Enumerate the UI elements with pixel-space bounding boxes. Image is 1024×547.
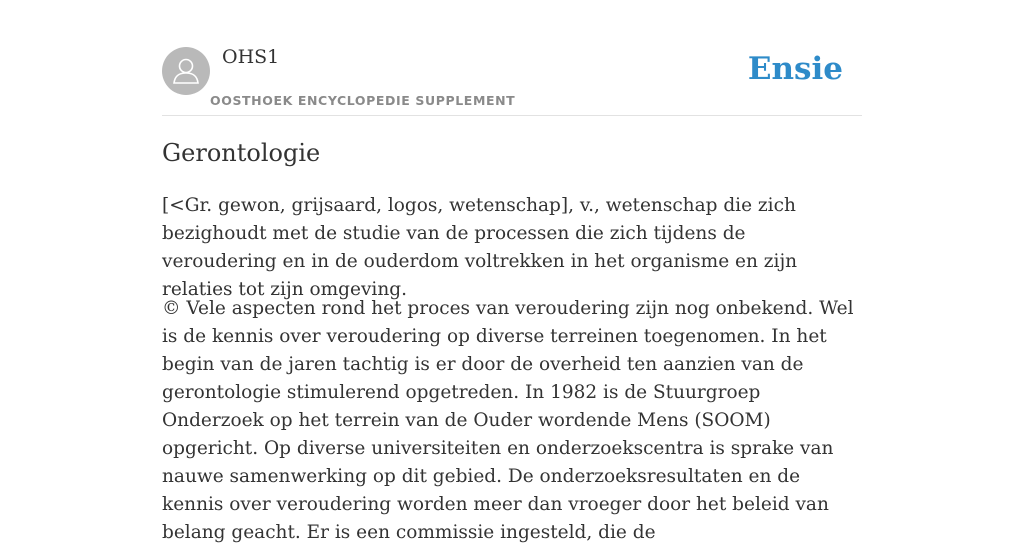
user-avatar-icon[interactable] (162, 47, 210, 95)
ensie-logo[interactable]: Ensie (747, 51, 843, 87)
source-label[interactable]: OOSTHOEK ENCYCLOPEDIE SUPPLEMENT (210, 93, 516, 108)
page-content (162, 0, 862, 543)
author-name[interactable]: OHS1 (222, 46, 280, 68)
article-paragraph: © Vele aspecten rond het proces van veroudering zijn nog onbekend. Wel is de kennis over veroudering op diverse terreinen toegenomen. In het begin van de jaren tachtig is er door de overheid ten aanzien van de gerontologie stimulerend opgetreden. In 1982 is de Stuurgroep Onderzoek op het terrein van de Ouder wordende Mens (SOOM) opgericht. Op diverse universiteiten en onderzoekscentra is sprake van nauwe samenwerking op dit gebied. De onderzoeksresultaten en de kennis over veroudering worden meer dan vroeger door het beleid van belang geacht. Er is een commissie ingesteld, die de (162, 298, 854, 543)
article-title: Gerontologie (162, 139, 321, 167)
article-header (162, 0, 862, 116)
article-paragraph: [<Gr. gewon, grijsaard, logos, wetenschap], v., wetenschap die zich bezighoudt met de studie van de processen die zich tijdens de veroudering en in de ouderdom voltrekken in het organisme en zijn relaties tot zijn omgeving. (162, 195, 798, 300)
